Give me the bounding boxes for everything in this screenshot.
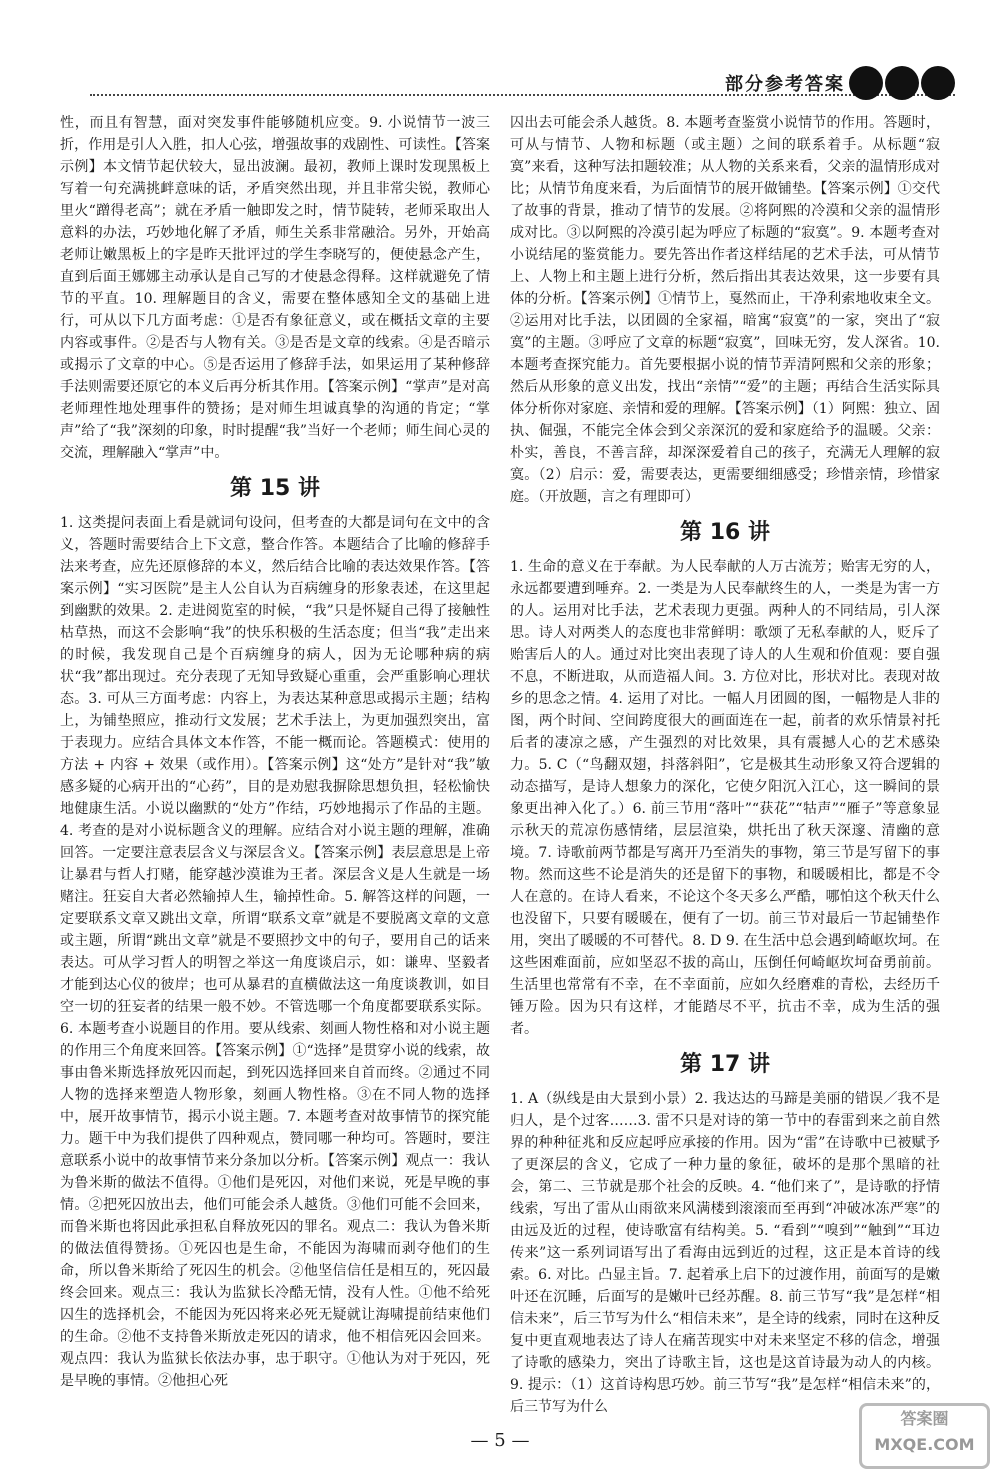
decorative-dot-icon [921, 66, 955, 100]
header-dots-decoration [849, 66, 955, 100]
lecture14-answer-continuation: 性，而且有智慧，面对突发事件能够随机应变。9. 小说情节一波三折，作用是引人入胜，扣人心弦，增强故事的戏剧性、可读性。【答案示例】本文情节起伏较大，显出波澜。最初，教师上课时发现黑板上写着一句充满挑衅意味的话，矛盾突然出现，并且非常尖锐，教师心里火“蹭得老高”；就在矛盾一触即发之时，情节陡转，老师采取出人意料的办法，巧妙地化解了矛盾，师生关系非常融洽。另外，开始高老师让嫩黑板上的字是昨天批评过的学生李晓写的，便使悬念产生，直到后面王娜娜主动承认是自己写的才使悬念得释。这样就避免了情节的平直。10. 理解题目的含义，需要在整体感知全文的基础上进行，可从以下几方面考虑：①是否有象征意义，或在概括文章的主要内容或事件。②是否与人物有关。③是否是文章的线索。④是否暗示或揭示了文章的中心。⑤是否运用了修辞手法，如果运用了某种修辞手法则需要还原它的本义后再分析其作用。【答案示例】“掌声”是对高老师理性地处理事件的赞扬；是对师生坦诚真挚的沟通的肯定；“掌声”给了“我”深刻的印象，时时提醒“我”当好一个老师；师生间心灵的交流，理解融入“掌声”中。 [60, 115, 490, 461]
lecture17-title: 第 17 讲 [680, 1052, 770, 1077]
lecture16-answers: 1. 生命的意义在于奉献。为人民奉献的人万古流芳；贻害无穷的人，永远都要遭到唾弃。2. 一类是为人民奉献终生的人，一类是为害一方的人。运用对比手法，艺术表现力更强。两种人的不同结局，引人深思。诗人对两类人的态度也非常鲜明：歌颂了无私奉献的人，贬斥了贻害后人的人。通过对比突出表现了诗人的人生观和价值观：要自强不息，不断进取，从而造福人间。3. 方位对比，形状对比。表现对故乡的思念之情。4. 运用了对比。一幅人月团圆的图，一幅物是人非的图，两个时间、空间跨度很大的画面连在一起，前者的欢乐情景衬托后者的凄凉之感，产生强烈的对比效果，具有震撼人心的艺术感染力。5. C（“鸟翻双翅，抖落斜阳”，它是极其生动形象又符合逻辑的动态描写，是诗人想象力的深化，它使夕阳沉入江心，这一瞬间的景象更出神入化了。）6. 前三节用“落叶”“获花”“牯声”“雁子”等意象显示秋天的荒凉伤感情绪，层层渲染，烘托出了秋天深邃、清幽的意境。7. 诗歌前两节都是写离开乃至消失的事物，第三节是写留下的事物。然而这些不论是消失的还是留下的事物，和暖暖相比，都是不令人在意的。在诗人看来，不论这个冬天多么严酷，哪怕这个秋天什么也没留下，只要有暖暖在，便有了一切。前三节对最后一节起铺垫作用，突出了暖暖的不可替代。8. D 9. 在生活中总会遇到崎岖坎坷。在这些困难面前，应如坚忍不拔的高山，压倒任何崎岖坎坷奋勇前前。生活里也常常有不幸，在不幸面前，应如久经磨难的青松，去经历千锤万险。因为只有这样，才能踏尽不平，抗击不幸，成为生活的强者。 [510, 559, 940, 1037]
lecture17-answers: 1. A（纵线是由大景到小景）2. 我达达的马蹄是美丽的错误／我不是归人，是个过客……3. 雷不只是对诗的第一节中的春雷到来之前自然界的种种征兆和反应起呼应承接的作用。因为“雷”在诗歌中已被赋予了更深层的含义，它成了一种力量的象征，破坏的是那个黑暗的社会，第二、三节就是那个社会的反映。4. “他们来了”，是诗歌的抒情线索，写出了雷从山雨欲来风满楼到滚滚而至再到“冲破冰冻严寒”的由远及近的过程，使诗歌富有结构美。5. “看到”“嗅到”“触到”“耳边传来”这一系列词语写出了看海由远到近的过程，这正是本首诗的线索。6. 对比。凸显主旨。7. 起着承上启下的过渡作用，前面写的是嫩叶还在沉睡，后面写的是嫩叶已经苏醒。8. 前三节写“我”是怎样“相信未来”，后三节写为什么“相信未来”，是全诗的线索，同时在这种反复中更直观地表达了诗人在痛苦现实中对未来坚定不移的信念，增强了诗歌的感染力，突出了诗歌主旨，这也是这首诗最为动人的内核。9. 提示：（1）这首诗构思巧妙。前三节写“我”是怎样“相信未来”的，后三节写为什么 [510, 1091, 940, 1415]
header-title: 部分参考答案 [725, 74, 845, 95]
decorative-dot-icon [885, 66, 919, 100]
lecture15-answer-continuation: 囚出去可能会杀人越货。8. 本题考查鉴赏小说情节的作用。答题时，可从与情节、人物和标题（或主题）之间的联系着手。从标题“寂寞”来看，这种写法扣题较准；从人物的关系来看，父亲的温情形成对比；从情节角度来看，为后面情节的展开做铺垫。【答案示例】①交代了故事的背景，推动了情节的发展。②将阿熙的冷漠和父亲的温情形成对比。③以阿熙的冷漠引起为呼应了标题的“寂寞”。9. 本题考查对小说结尾的鉴赏能力。要先答出作者这样结尾的艺术手法，可从情节上、人物上和主题上进行分析，然后指出其表达效果，这一步要有具体的分析。【答案示例】①情节上，戛然而止，干净利索地收束全文。②运用对比手法，以团圆的全家福，暗寓“寂寞”的一家，突出了“寂寞”的主题。③呼应了文章的标题“寂寞”，回味无穷，发人深省。10. 本题考查探究能力。首先要根据小说的情节弄清阿熙和父亲的形象；然后从形象的意义出发，找出“亲情”“爱”的主题；再结合生活实际具体分析你对家庭、亲情和爱的理解。【答案示例】（1）阿熙：独立、固执、倔强，不能完全体会到父亲深沉的爱和家庭给予的温暖。父亲：朴实，善良，不善言辞，却深深爱着自己的孩子，充满无人理解的寂寞。（2）启示：爱，需要表达，更需要细细感受；珍惜亲情，珍惜家庭。（开放题，言之有理即可） [510, 115, 940, 505]
right-column [510, 112, 940, 1418]
page-number: — 5 — [470, 1430, 530, 1451]
decorative-dot-icon [849, 66, 883, 100]
watermark-logo: 答案圈 MXQE.COM [859, 1403, 990, 1469]
lecture15-title: 第 15 讲 [230, 476, 320, 501]
page-header [90, 70, 955, 96]
lecture16-title: 第 16 讲 [680, 520, 770, 545]
lecture15-answers: 1. 这类提问表面上看是就词句设问，但考查的大都是词句在文中的含义，答题时需要结合上下文意，整合作答。本题结合了比喻的修辞手法来考查，应先还原修辞的本义，然后结合比喻的表达效果作答。【答案示例】“实习医院”是主人公自认为百病缠身的形象表述，在这里起到幽默的效果。2. 走进阅览室的时候，“我”只是怀疑自己得了接触性枯草热，而这不会影响“我”的快乐积极的生活态度；但当“我”走出来的时候，我发现自己是个百病缠身的病人，因为无论哪种病的病状“我”都出现过。充分表现了无知导致疑心重重，会严重影响心理状态。3. 可从三方面考虑：内容上，为表达某种意思或揭示主题；结构上，为铺垫照应，推动行文发展；艺术手法上，为更加强烈突出，富于表现力。应结合具体文本作答，不能一概而论。答题模式：使用的方法 + 内容 + 效果（或作用）。【答案示例】这“处方”是针对“我”敏感多疑的心病开出的“心药”，目的是劝慰我摒除思想负担，轻松愉快地健康生活。小说以幽默的“处方”作结，巧妙地揭示了作品的主题。4. 考查的是对小说标题含义的理解。应结合对小说主题的理解，准确回答。一定要注意表层含义与深层含义。【答案示例】表层意思是上帝让暴君与哲人打赌，能穿越沙漠谁为王者。深层含义是人生就是一场赌注。狂妄自大者必然输掉人生，输掉性命。5. 解答这样的问题，一定要联系文章又跳出文章，所谓“联系文章”就是不要脱离文章的文意或主题，所谓“跳出文章”就是不要照抄文中的句子，要用自己的话来表达。可从学习哲人的明智之举这一角度谈启示，如：谦卑、坚毅者才能到达心仪的彼岸；也可从暴君的直横做法这一角度谈教训，如目空一切的狂妄者的结果一般不妙。不管选哪一个角度都要联系实际。6. 本题考查小说题目的作用。要从线索、刻画人物性格和对小说主题的作用三个角度来回答。【答案示例】①“选择”是贯穿小说的线索，故事由鲁米斯选择放死囚而起，到死囚选择回来自首而终。②通过不同人物的选择来塑造人物形象，刻画人物性格。③在不同人物的选择中，展开故事情节，揭示小说主题。7. 本题考查对故事情节的探究能力。题干中为我们提供了四种观点，赞同哪一种均可。答题时，要注意联系小说中的故事情节来分条加以分析。【答案示例】观点一：我认为鲁米斯的做法不值得。①他们是死囚，对他们来说，死是早晚的事情。②把死囚放出去，他们可能会杀人越货。③他们可能不会回来，而鲁米斯也将因此承担私自释放死囚的罪名。观点二：我认为鲁米斯的做法值得赞扬。①死囚也是生命，不能因为海啸而剥夺他们的生命，所以鲁米斯给了死囚生的机会。②他坚信信任是相互的，死囚最终会回来。观点三：我认为监狱长冷酷无情，没有人性。①他不给死囚生的选择机会，不能因为死囚将来必死无疑就让海啸提前结束他们的生命。②他不支持鲁米斯放走死囚的请求，他不相信死囚会回来。观点四：我认为监狱长依法办事，忠于职守。①他认为对于死囚，死是早晚的事情。②他担心死 [60, 515, 490, 1389]
left-column [60, 112, 490, 1392]
